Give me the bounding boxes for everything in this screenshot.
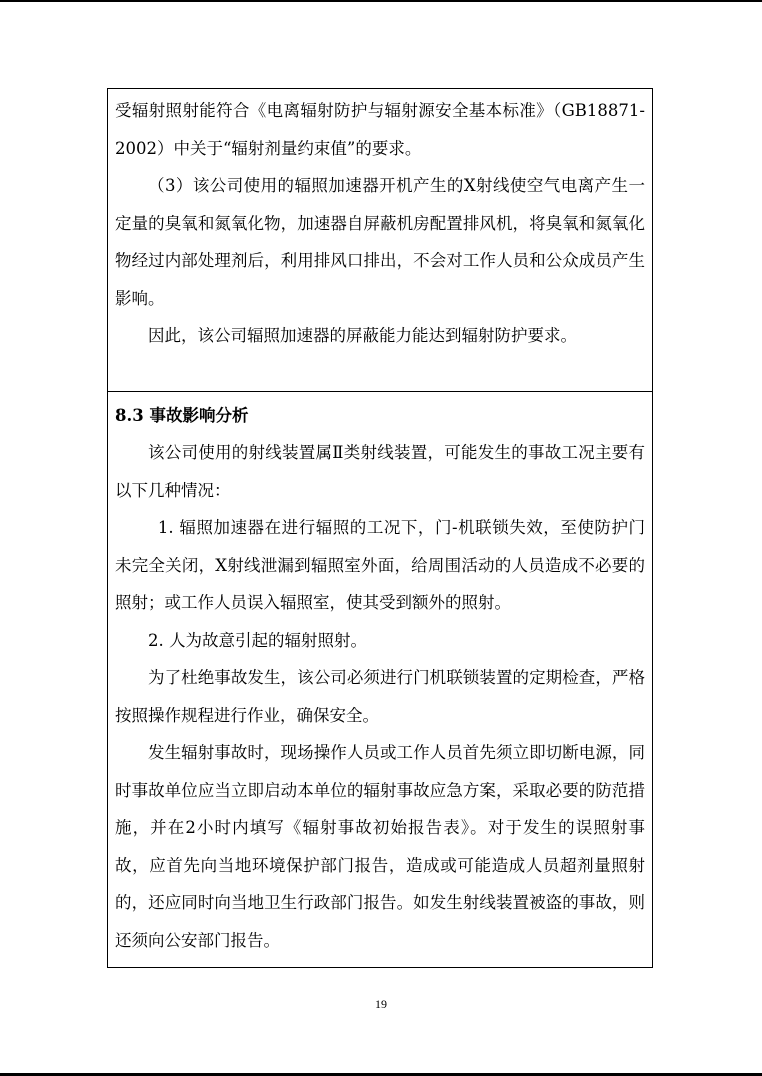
paragraph-standard-compliance: 受辐射照射能符合《电离辐射防护与辐射源安全基本标准》（GB18871-2002）中关于“辐射剂量约束值”的要求。: [115, 101, 645, 158]
paragraph-ozone-emission: （3）该公司使用的辐照加速器开机产生的X射线使空气电离产生一定量的臭氧和氮氧化物，加速器自屏蔽机房配置排风机，将臭氧和氮氧化物经过内部处理剂后，利用排风口排出，不会对工作人员和公众成员产生影响。: [115, 176, 645, 308]
report-table: [107, 88, 653, 968]
page-number: 19: [375, 997, 387, 1011]
page-top-rule: [0, 0, 762, 2]
paragraph-accident-intro: 该公司使用的射线装置属Ⅱ类射线装置，可能发生的事故工况主要有以下几种情况：: [115, 443, 645, 500]
paragraph-shielding-conclusion: 因此，该公司辐照加速器的屏蔽能力能达到辐射防护要求。: [148, 326, 577, 345]
paragraph-emergency-response: 发生辐射事故时，现场操作人员或工作人员首先须立即切断电源，同时事故单位应当立即启动本单位的辐射事故应急方案，采取必要的防范措施，并在2小时内填写《辐射事故初始报告表》。对于发生的误照射事故，应首先向当地环境保护部门报告，造成或可能造成人员超剂量照射的，还应同时向当地卫生行政部门报告。如发生射线装置被盗的事故，则还须向公安部门报告。: [115, 743, 645, 950]
paragraph-accident-item-2: 2. 人为故意引起的辐射照射。: [148, 630, 367, 650]
table-cell-accident-analysis: [108, 391, 652, 967]
paragraph-accident-item-1: 1. 辐照加速器在进行辐照的工况下，门-机联锁失效，至使防护门未完全关闭，X射线泄漏到辐照室外面，给周围活动的人员造成不必要的照射；或工作人员误入辐照室，使其受到额外的照射。: [115, 518, 645, 612]
section-heading: 8.3 事故影响分析: [115, 406, 249, 425]
paragraph-prevention: 为了杜绝事故发生，该公司必须进行门机联锁装置的定期检查，严格按照操作规程进行作业，确保安全。: [115, 668, 645, 725]
table-cell-continuation: [108, 89, 652, 391]
